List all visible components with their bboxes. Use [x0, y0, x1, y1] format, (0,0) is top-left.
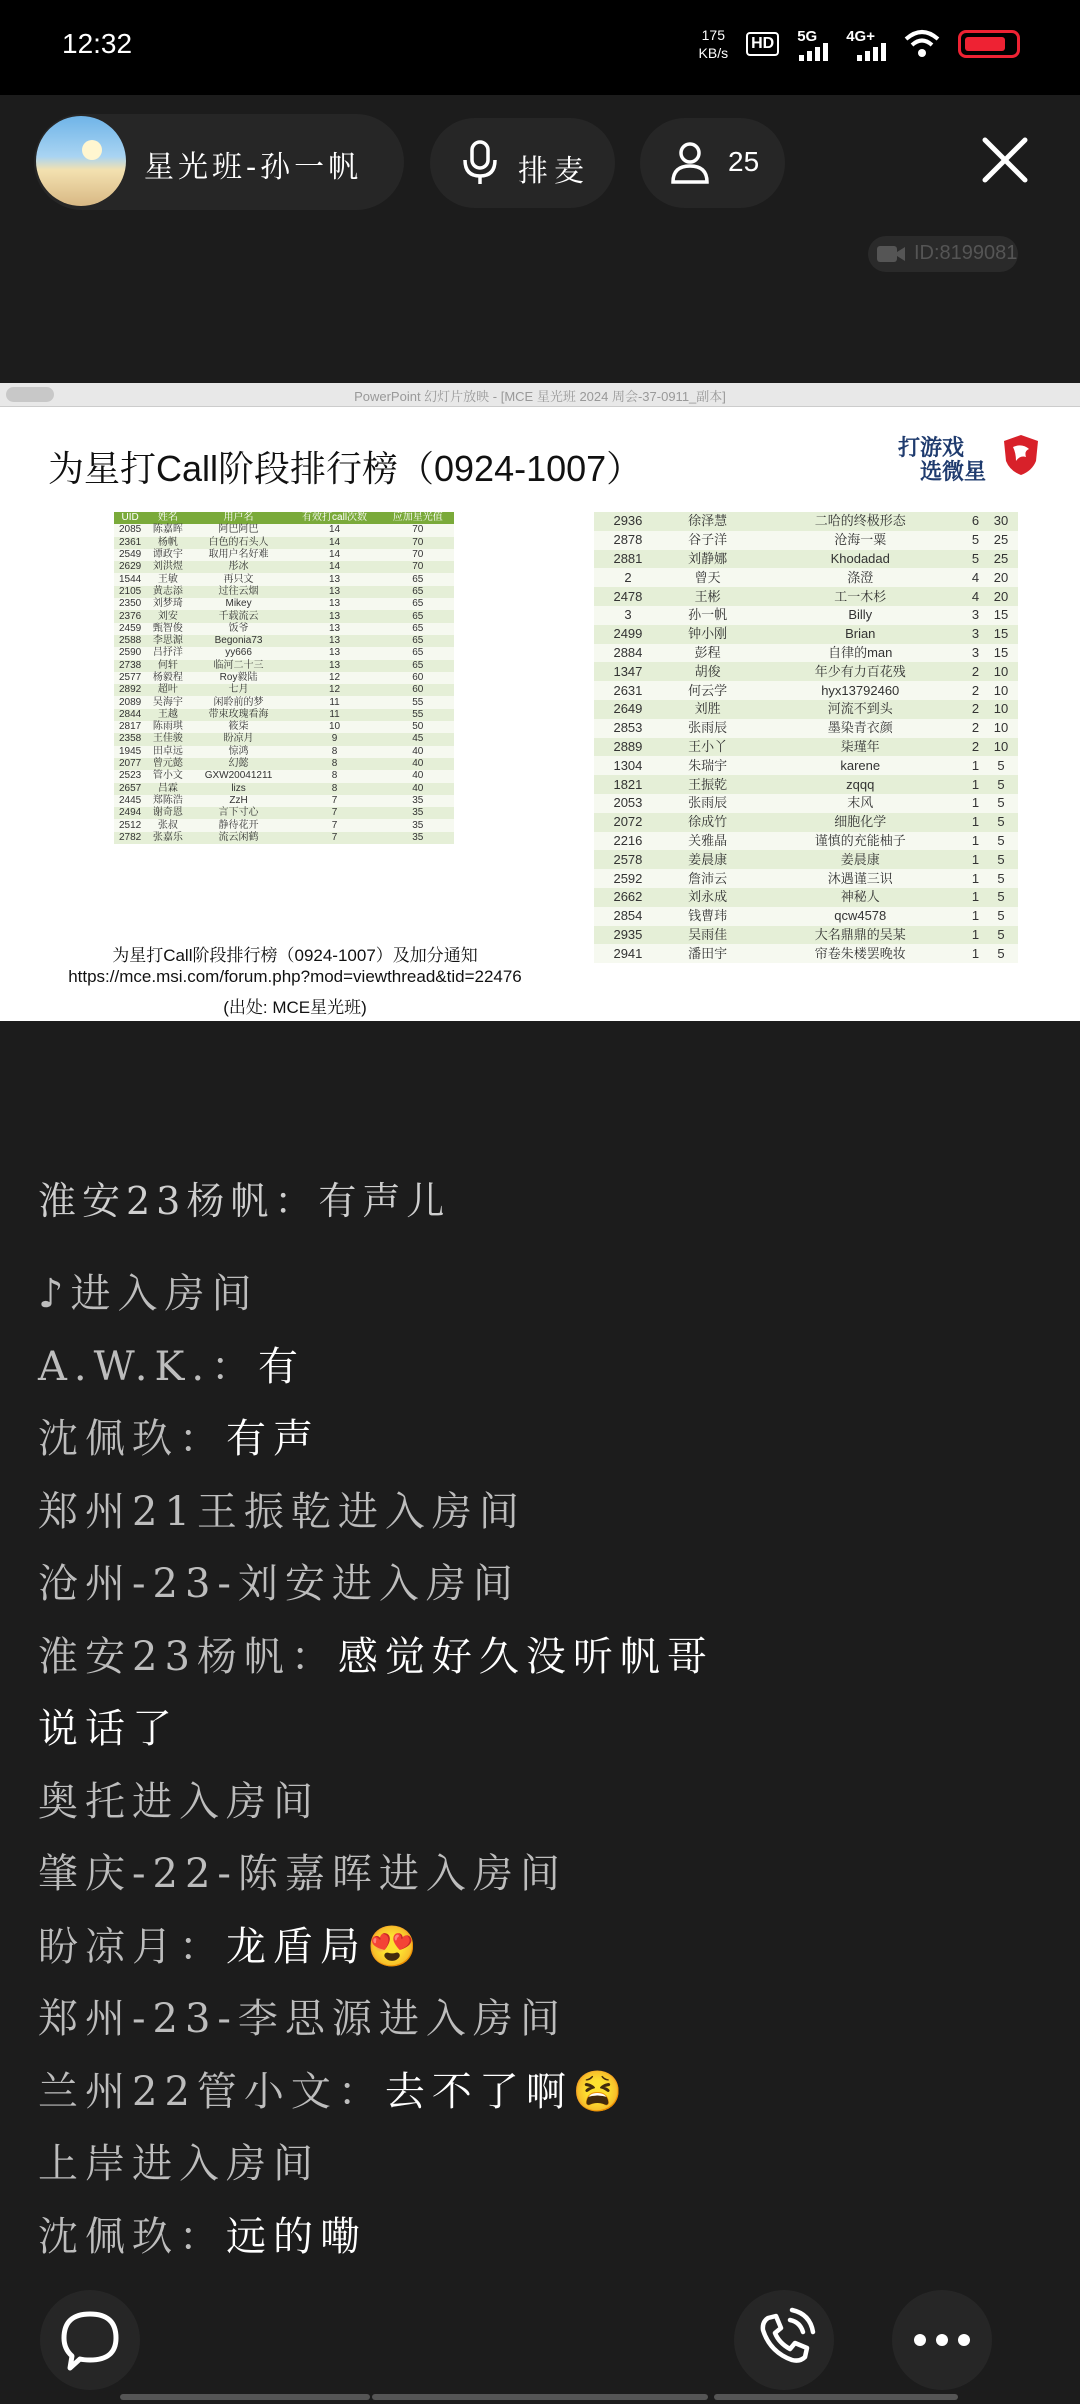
chat-sender: 淮安23杨帆： [38, 1633, 338, 1680]
chat-sender: 兰州22管小文： [38, 2068, 385, 2115]
gesture-bar [120, 2394, 370, 2400]
table-row: 2053 张雨辰 末风 1 5 [594, 794, 1018, 813]
chat-text: 龙盾局😍 [226, 1923, 424, 1970]
network-speed: 175 KB/s [698, 27, 729, 61]
more-button[interactable] [892, 2290, 992, 2390]
table-row: 2376 刘安 千载流云 13 65 [114, 610, 454, 622]
chat-message [38, 2132, 320, 2189]
chat-message [38, 1407, 320, 1464]
chat-sender: 上岸进入房间 [38, 2141, 320, 2187]
table-header-cell: 姓名 [146, 512, 189, 524]
shared-slide[interactable] [0, 383, 1080, 1021]
microphone-icon [460, 140, 500, 186]
slide-caption-title: 为星打Call阶段排行榜（0924-1007）及加分通知 [112, 946, 478, 965]
table-row: 1945 田卓远 惊鸿 8 40 [114, 746, 454, 758]
table-row: 2085 陈嘉晖 阿巴阿巴 14 70 [114, 524, 454, 536]
slide-caption-link[interactable]: https://mce.msi.com/forum.php?mod=viewthread&tid=22476 [68, 967, 522, 986]
chat-message [38, 1552, 520, 1609]
table-row: 2738 何轩 临河二十三 13 65 [114, 660, 454, 672]
user-icon [668, 140, 712, 184]
table-row: 2549 谭政宇 取用户名好难 14 70 [114, 549, 454, 561]
table-row: 2 曾天 涤澄 4 20 [594, 568, 1018, 587]
table-row: 2854 钱曹玮 qcw4578 1 5 [594, 907, 1018, 926]
status-icons [699, 26, 1020, 62]
table-row: 2072 徐成竹 细胞化学 1 5 [594, 813, 1018, 832]
gesture-bar [372, 2394, 708, 2400]
table-row: 1544 王敏 再只文 13 65 [114, 573, 454, 585]
table-row: 2592 詹沛云 沐遇谨三识 1 5 [594, 869, 1018, 888]
room-avatar[interactable] [36, 116, 126, 206]
table-row: 2657 吕霖 lizs 8 40 [114, 783, 454, 795]
chat-message [38, 2060, 630, 2117]
table-row: 1347 胡俊 年少有力百花残 2 10 [594, 662, 1018, 681]
table-header-cell: 用户名 [190, 512, 288, 524]
close-icon[interactable] [975, 130, 1035, 190]
table-row: 2578 姜晨康 姜晨康 1 5 [594, 850, 1018, 869]
online-users-button[interactable] [640, 118, 785, 208]
hd-icon: HD [746, 32, 779, 56]
chat-text: 说话了 [38, 1706, 179, 1752]
table-row: 2878 谷子洋 沧海一粟 5 25 [594, 531, 1018, 550]
chat-message [38, 1770, 320, 1827]
table-row: 2662 刘永成 神秘人 1 5 [594, 888, 1018, 907]
signal-4g-icon: 4G+ [846, 28, 886, 61]
chat-text: 去不了啊😫 [384, 2068, 630, 2115]
table-row: 2629 刘洪煜 彤冰 14 70 [114, 561, 454, 573]
ranking-table-left [114, 512, 454, 844]
table-row: 2817 陈雨琪 筱柒 10 50 [114, 721, 454, 733]
chat-text: 感觉好久没听帆哥 [337, 1633, 714, 1680]
table-row: 2577 杨毅程 Roy毅陆 12 60 [114, 672, 454, 684]
chat-message [38, 1480, 526, 1537]
table-row: 2478 王彬 工一木杉 4 20 [594, 587, 1018, 606]
chat-message [38, 1262, 259, 1319]
msi-dragon-shield-icon [1002, 433, 1040, 477]
msi-logo: 打游戏 选微星 [898, 431, 1048, 483]
table-row: 2588 李思源 Begonia73 13 65 [114, 635, 454, 647]
chat-message-partial: 淮安23杨帆：有声儿 [38, 1179, 451, 1223]
table-header-cell: 应加星光值 [382, 512, 454, 524]
slide-caption-source: (出处: MCE星光班) [223, 998, 367, 1017]
chat-button[interactable] [40, 2290, 140, 2390]
table-header-cell: UID [114, 512, 146, 524]
chat-text: 有 [258, 1343, 306, 1390]
chat-text: 远的嘞 [226, 2213, 367, 2260]
table-row: 2358 王佳骏 盼凉月 9 45 [114, 733, 454, 745]
phone-icon [734, 2290, 834, 2390]
clock: 12:32 [62, 28, 133, 59]
chat-message [38, 1697, 179, 1754]
table-row: 1821 王振乾 zqqq 1 5 [594, 775, 1018, 794]
mic-queue-label: 排麦 [518, 154, 590, 189]
chat-bubble-icon [40, 2290, 140, 2390]
table-row: 2459 甄智俊 饭爷 13 65 [114, 623, 454, 635]
chat-sender: ♪进入房间 [38, 1271, 259, 1317]
signal-5g-icon: 5G [797, 28, 828, 61]
table-row: 2631 何云学 hyx13792460 2 10 [594, 681, 1018, 700]
table-row: 3 孙一帆 Billy 3 15 [594, 606, 1018, 625]
chat-message [38, 2205, 367, 2262]
table-row: 2105 黄志添 过往云烟 13 65 [114, 586, 454, 598]
room-id-badge: ID:8199081 [868, 236, 1018, 272]
battery-icon [958, 30, 1020, 58]
table-row: 2590 吕抒洋 yy666 13 65 [114, 647, 454, 659]
room-name: 星光班-孙一帆 [144, 150, 363, 185]
table-row: 2844 王越 带束玫瑰看海 11 55 [114, 709, 454, 721]
chat-message [38, 1842, 567, 1899]
table-row: 2881 刘静娜 Khodadad 5 25 [594, 550, 1018, 569]
online-count: 25 [728, 146, 760, 177]
chat-sender: 盼凉月： [38, 1923, 226, 1970]
table-row: 2512 张叔 静待花开 7 35 [114, 819, 454, 831]
table-row: 2494 谢奇恩 言下寸心 7 35 [114, 807, 454, 819]
table-row: 2445 郑陈浩 ZzH 7 35 [114, 795, 454, 807]
call-button[interactable] [734, 2290, 834, 2390]
table-row: 2853 张雨辰 墨染青衣颜 2 10 [594, 719, 1018, 738]
chat-message [38, 1915, 424, 1972]
slideshow-titlebar: PowerPoint 幻灯片放映 - [MCE 星光班 2024 周会-37-0911_副本] [0, 383, 1080, 407]
table-row: 2889 王小丫 柒瑾年 2 10 [594, 738, 1018, 757]
table-row: 1304 朱瑞宇 karene 1 5 [594, 756, 1018, 775]
chat-sender: 肇庆-22-陈嘉晖进入房间 [38, 1851, 567, 1897]
more-dots-icon [892, 2290, 992, 2390]
chat-text: 有声 [226, 1416, 320, 1462]
table-row: 2077 曾元懿 幻懿 8 40 [114, 758, 454, 770]
table-row: 2523 管小文 GXW20041211 8 40 [114, 770, 454, 782]
table-row: 2350 刘梦琦 Mikey 13 65 [114, 598, 454, 610]
chat-message [38, 1335, 305, 1392]
table-row: 2936 徐泽慧 二哈的终极形态 6 30 [594, 512, 1018, 531]
chat-message [38, 1625, 714, 1682]
chat-message [38, 1987, 567, 2044]
chat-sender: 沧州-23-刘安进入房间 [38, 1561, 520, 1607]
wifi-icon [904, 29, 940, 59]
chat-sender: 郑州21王振乾进入房间 [38, 1488, 526, 1535]
chat-sender: 沈佩玖： [38, 1416, 226, 1462]
chat-sender: 郑州-23-李思源进入房间 [38, 1996, 567, 2042]
table-row: 2649 刘胜 河流不到头 2 10 [594, 700, 1018, 719]
table-row: 2892 超叶 七月 12 60 [114, 684, 454, 696]
status-bar [0, 0, 1080, 95]
chat-sender: A.W.K.： [38, 1343, 259, 1390]
table-row: 2499 钟小刚 Brian 3 15 [594, 625, 1018, 644]
table-row: 2216 关雅晶 谨慎的充能柚子 1 5 [594, 832, 1018, 851]
table-row: 2935 吴雨佳 大名鼎鼎的吴某 1 5 [594, 926, 1018, 945]
table-header-cell: 有效打call次数 [288, 512, 382, 524]
table-row: 2089 吴海宇 闲聆前的梦 11 55 [114, 696, 454, 708]
ranking-table-right [594, 512, 1018, 963]
gesture-bar [714, 2394, 958, 2400]
chat-sender: 奥托进入房间 [38, 1778, 320, 1825]
video-camera-icon [876, 244, 906, 264]
chat-sender: 沈佩玖： [38, 2213, 226, 2260]
slide-title: 为星打Call阶段排行榜（0924-1007） [48, 448, 643, 489]
table-row: 2782 张嘉乐 流云闲鹤 7 35 [114, 832, 454, 844]
table-row: 2941 潘田宇 帘卷朱楼罢晚妆 1 5 [594, 944, 1018, 963]
table-row: 2884 彭程 自律的man 3 15 [594, 644, 1018, 663]
table-row: 2361 杨帆 白色的石头人 14 70 [114, 537, 454, 549]
